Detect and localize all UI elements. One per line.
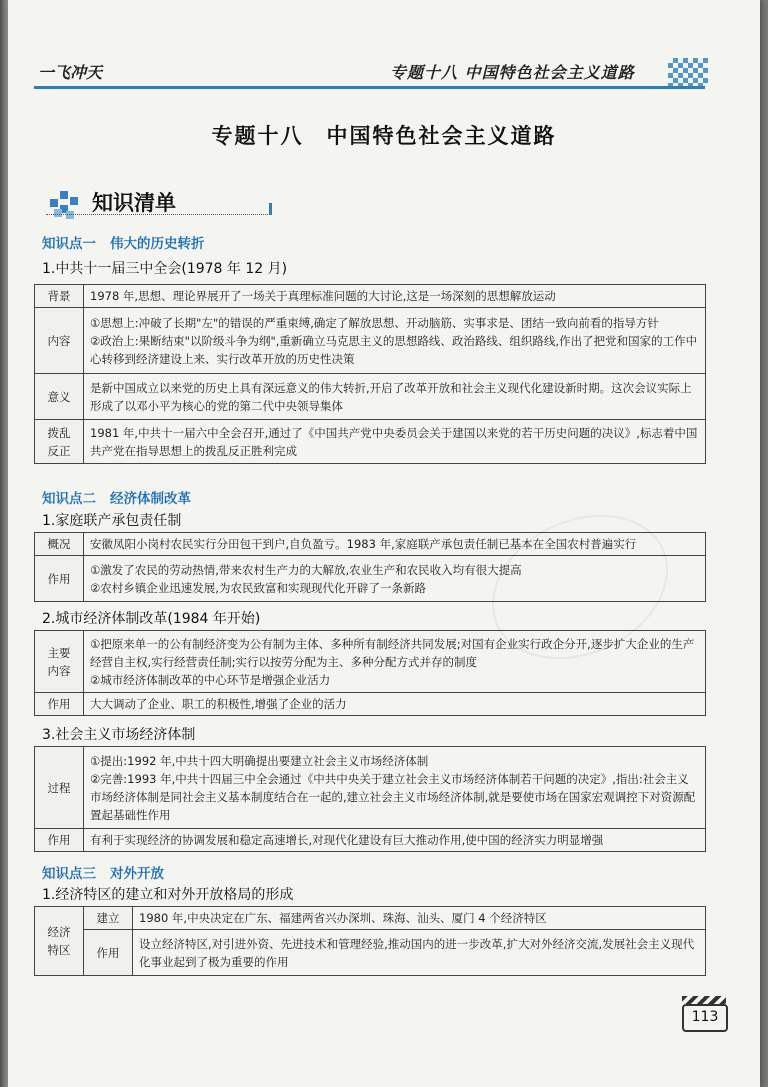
kp2-subheading-1: 1.家庭联产承包责任制: [42, 513, 182, 529]
table-row: [35, 285, 706, 308]
group-label: 经济 特区: [35, 907, 84, 976]
row-text: 1980 年,中央决定在广东、福建两省兴办深圳、珠海、汕头、厦门 4 个经济特区: [133, 907, 706, 930]
kp-label: 知识点三: [42, 866, 96, 882]
kp-topic: 伟大的历史转折: [110, 236, 205, 252]
kp3-table: [34, 906, 706, 976]
kp1-table: [34, 284, 706, 464]
row-text: 安徽凤阳小岗村农民实行分田包干到户,自负盈亏。1983 年,家庭联产承包责任制已基本在全国农村普遍实行: [84, 533, 706, 556]
knowledge-point-2-heading: [42, 487, 191, 507]
row-label: 背景: [35, 285, 84, 308]
row-text: ①激发了农民的劳动热情,带来农村生产力的大解放,农业生产和农民收入均有很大提高 ②农村乡镇企业迅速发展,为农民致富和实现现代化开辟了一条新路: [84, 556, 706, 602]
section-bar: [269, 203, 272, 215]
row-text: 1978 年,思想、理论界展开了一场关于真理标准问题的大讨论,这是一场深刻的思想解放运动: [84, 285, 706, 308]
row-text: 1981 年,中共十一届六中全会召开,通过了《中国共产党中央委员会关于建国以来党的若干历史问题的决议》,标志着中国共产党在指导思想上的拨乱反正胜利完成: [84, 420, 706, 464]
kp2-subheading-2: 2.城市经济体制改革(1984 年开始): [42, 611, 261, 627]
table-row: [35, 930, 706, 976]
row-label: 作用: [35, 693, 84, 716]
table-row: [35, 829, 706, 852]
table-row: [35, 747, 706, 829]
table-row: [35, 907, 706, 930]
page-number: 113: [682, 1004, 728, 1032]
knowledge-point-1-heading: [42, 232, 205, 252]
row-text: 大大调动了企业、职工的积极性,增强了企业的活力: [84, 693, 706, 716]
chapter-header: 专题十八 中国特色社会主义道路: [390, 63, 635, 82]
header-checker-decoration: [668, 58, 708, 86]
kp-topic: 经济体制改革: [110, 491, 191, 507]
row-label: 内容: [35, 308, 84, 374]
row-label: 作用: [35, 829, 84, 852]
row-label: 作用: [84, 930, 133, 976]
book-spine: [0, 0, 8, 1087]
kp2-table-3: [34, 746, 706, 852]
row-label: 过程: [35, 747, 84, 829]
row-label: 建立: [84, 907, 133, 930]
row-label: 意义: [35, 374, 84, 420]
textbook-page: [8, 0, 760, 1087]
section-underline: [46, 214, 272, 215]
section-title: 知识清单: [92, 190, 176, 215]
table-row: [35, 420, 706, 464]
page-number-stripe: [682, 996, 726, 1004]
row-text: 有利于实现经济的协调发展和稳定高速增长,对现代化建设有巨大推动作用,使中国的经济实力明显增强: [84, 829, 706, 852]
row-text: 是新中国成立以来党的历史上具有深远意义的伟大转折,开启了改革开放和社会主义现代化建设新时期。这次会议实际上形成了以邓小平为核心的党的第二代中央领导集体: [84, 374, 706, 420]
kp-topic: 对外开放: [110, 866, 164, 882]
kp3-subheading: 1.经济特区的建立和对外开放格局的形成: [42, 887, 294, 903]
row-text: 设立经济特区,对引进外资、先进技术和管理经验,推动国内的进一步改革,扩大对外经济交流,发展社会主义现代化事业起到了极为重要的作用: [133, 930, 706, 976]
row-label: 作用: [35, 556, 84, 602]
row-label: 概况: [35, 533, 84, 556]
kp-label: 知识点二: [42, 491, 96, 507]
row-text: ①思想上:冲破了长期"左"的错误的严重束缚,确定了解放思想、开动脑筋、实事求是、团结一致向前看的指导方针 ②政治上:果断结束"以阶级斗争为纲",重新确立马克思主义的思想路线、政治路线、组织路线,作出了把党和国家的工作中心转移到经济建设上来、实行改革开放的历史性决策: [84, 308, 706, 374]
kp2-subheading-3: 3.社会主义市场经济体制: [42, 727, 196, 743]
knowledge-point-3-heading: [42, 862, 164, 882]
table-row: [35, 308, 706, 374]
header-rule: [34, 86, 705, 89]
kp1-subheading: 1.中共十一届三中全会(1978 年 12 月): [42, 261, 288, 277]
brand-logo: 一飞冲天: [38, 63, 103, 82]
row-label: 拨乱 反正: [35, 420, 84, 464]
row-text: ①把原来单一的公有制经济变为公有制为主体、多种所有制经济共同发展;对国有企业实行政企分开,逐步扩大企业的生产经营自主权,实行经营责任制;实行以按劳分配为主、多种分配方式并存的制度 ②城市经济体制改革的中心环节是增强企业活力: [84, 631, 706, 693]
kp-label: 知识点一: [42, 236, 96, 252]
row-text: ①提出:1992 年,中共十四大明确提出要建立社会主义市场经济体制 ②完善:1993 年,中共十四届三中全会通过《中共中央关于建立社会主义市场经济体制若干问题的决定》,指出:社会主义市场经济体制是同社会主义基本制度结合在一起的,建立社会主义市场经济体制,就是要使市场在国家宏观调控下对资源配置起基础性作用: [84, 747, 706, 829]
table-row: [35, 693, 706, 716]
page-title: 专题十八 中国特色社会主义道路: [211, 123, 557, 148]
row-label: 主要 内容: [35, 631, 84, 693]
table-row: [35, 374, 706, 420]
